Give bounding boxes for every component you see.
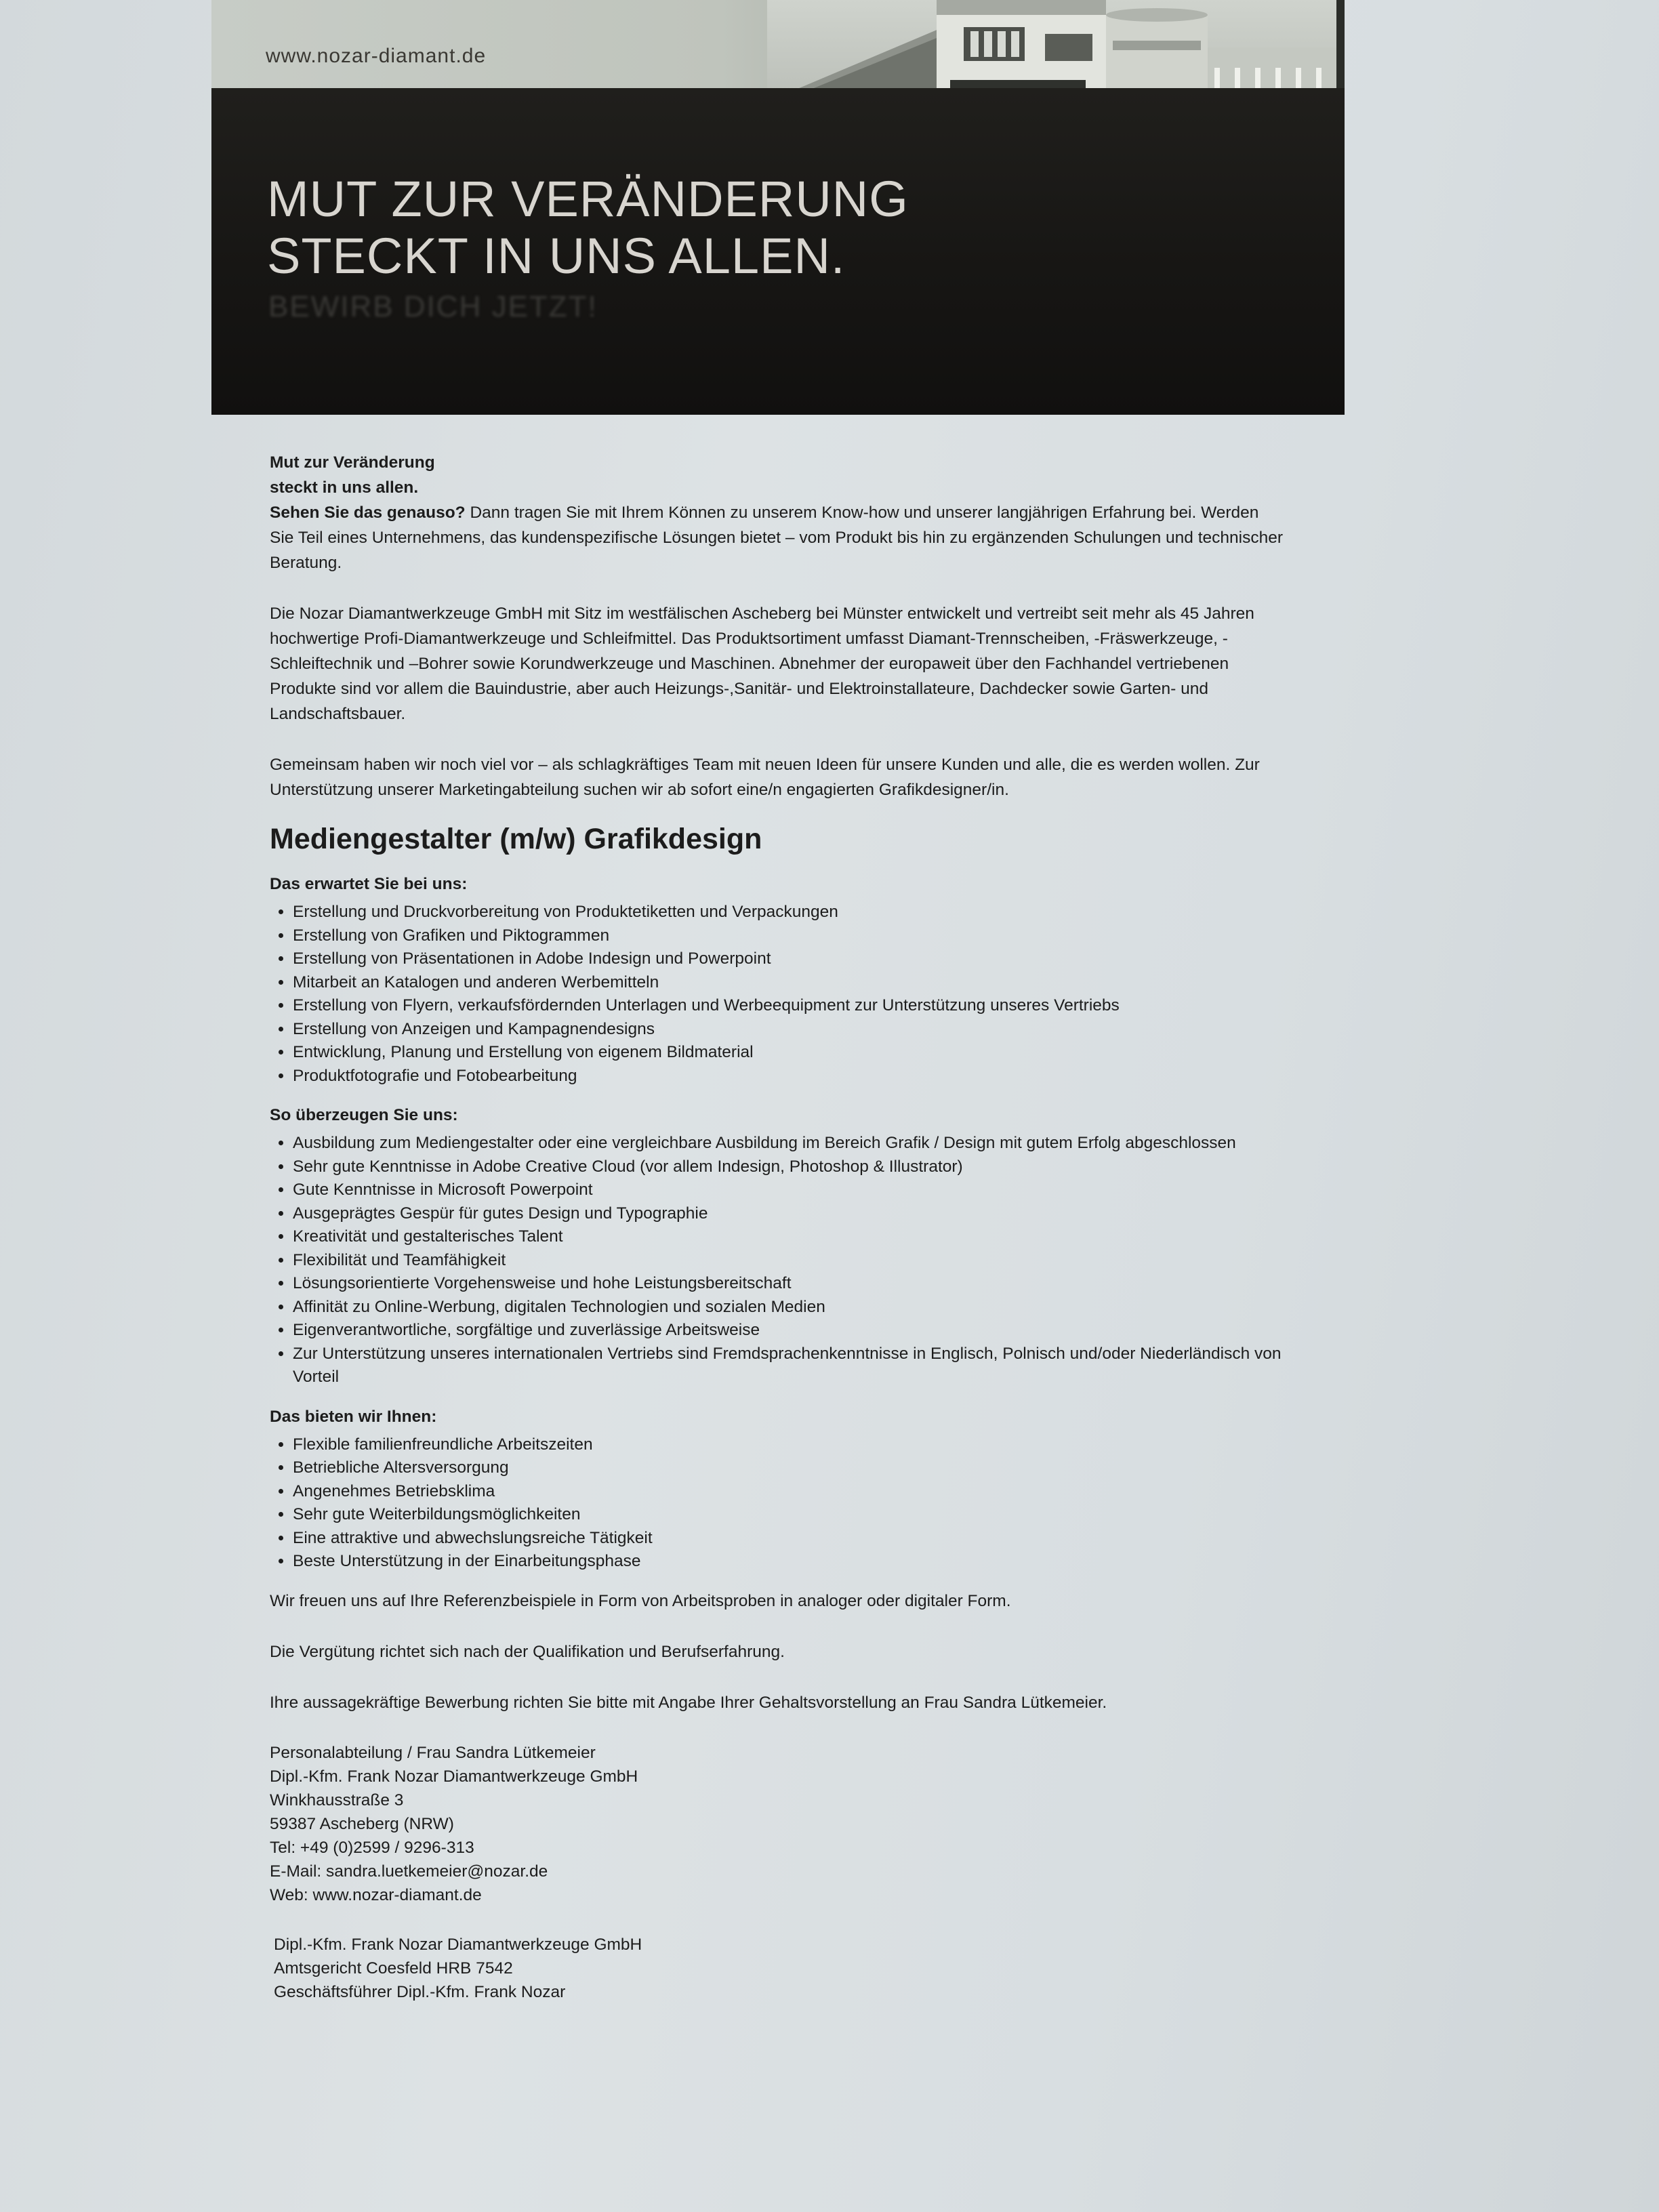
list-item: • Zur Unterstützung unseres internationalen Vertriebs sind Fremdsprachenkenntnisse in Englisch, Polnisch und/oder Niederländisch von Vorteil [293, 1343, 1286, 1389]
list-item: • Erstellung von Präsentationen in Adobe Indesign und Powerpoint [293, 947, 1286, 971]
list-item: • Flexibilität und Teamfähigkeit [293, 1249, 1286, 1273]
list-item: • Produktfotografie und Fotobearbeitung [293, 1065, 1286, 1088]
list-item: • Erstellung von Flyern, verkaufsfördernden Unterlagen und Werbeequipment zur Unterstützung unseres Vertriebs [293, 994, 1286, 1018]
team-paragraph: Gemeinsam haben wir noch viel vor – als schlagkräftiges Team mit neuen Ideen für unsere Kunden und alle, die es werden wollen. Zur Unterstützung unserer Marketingabteilung suchen wir ab sofort eine/n engagierten Grafikdesigner/in. [270, 756, 1260, 799]
list-item: • Kreativität und gestalterisches Talent [293, 1225, 1286, 1249]
slogan-line-2: STECKT IN UNS ALLEN. [267, 228, 846, 284]
list-item: • Ausgeprägtes Gespür für gutes Design und Typographie [293, 1202, 1286, 1226]
requirements-heading: So überzeugen Sie uns: [270, 1106, 458, 1124]
closing-references: Wir freuen uns auf Ihre Referenzbeispiele in Form von Arbeitsproben in analoger oder digitaler Form. [270, 1591, 1011, 1610]
footer-company: Dipl.-Kfm. Frank Nozar Diamantwerkzeuge GmbH [274, 1935, 642, 1954]
benefits-heading: Das bieten wir Ihnen: [270, 1407, 437, 1426]
list-item: • Eigenverantwortliche, sorgfältige und zuverlässige Arbeitsweise [293, 1319, 1286, 1343]
list-item: • Entwicklung, Planung und Erstellung von eigenem Bildmaterial [293, 1041, 1286, 1065]
company-footer [274, 1933, 1286, 2004]
closing-application: Ihre aussagekräftige Bewerbung richten Sie bitte mit Angabe Ihrer Gehaltsvorstellung an Frau Sandra Lütkemeier. [270, 1693, 1107, 1712]
list-item: • Flexible familienfreundliche Arbeitszeiten [293, 1433, 1286, 1457]
contact-block [270, 1741, 1286, 1907]
slogan-line-1: MUT ZUR VERÄNDERUNG [267, 171, 909, 227]
contact-phone[interactable]: Tel: +49 (0)2599 / 9296-313 [270, 1838, 474, 1857]
contact-department: Personalabteilung / Frau Sandra Lütkemeier [270, 1743, 596, 1762]
list-item: • Erstellung von Anzeigen und Kampagnendesigns [293, 1018, 1286, 1042]
list-item: • Mitarbeit an Katalogen und anderen Werbemitteln [293, 971, 1286, 995]
tasks-list [270, 901, 1286, 1088]
list-item: • Affinität zu Online-Werbung, digitalen Technologien und sozialen Medien [293, 1296, 1286, 1319]
contact-web[interactable]: Web: www.nozar-diamant.de [270, 1885, 482, 1904]
list-item: • Gute Kenntnisse in Microsoft Powerpoint [293, 1179, 1286, 1202]
footer-managing-director: Geschäftsführer Dipl.-Kfm. Frank Nozar [274, 1982, 566, 2001]
job-posting-page [211, 0, 1345, 2212]
list-item: • Sehr gute Weiterbildungsmöglichkeiten [293, 1503, 1286, 1527]
contact-email[interactable]: E-Mail: sandra.luetkemeier@nozar.de [270, 1862, 548, 1881]
company-paragraph: Die Nozar Diamantwerkzeuge GmbH mit Sitz im westfälischen Ascheberg bei Münster entwickelt und vertreibt seit mehr als 45 Jahren hochwertige Profi-Diamantwerkzeuge und Schleifmittel. Das Produktsortiment umfasst Diamant-Trennscheiben, -Fräswerkzeuge, -Schleiftechnik und –Bohrer sowie Korundwerkzeuge und Maschinen. Abnehmer der europaweit über den Fachhandel vertriebenen Produkte sind vor allem die Bauindustrie, aber auch Heizungs-,Sanitär- und Elektroinstallateure, Dachdecker sowie Garten- und Landschaftsbauer. [270, 605, 1254, 723]
intro-heading-line-1: Mut zur Veränderung [270, 453, 435, 472]
contact-city: 59387 Ascheberg (NRW) [270, 1814, 454, 1833]
footer-register: Amtsgericht Coesfeld HRB 7542 [274, 1959, 513, 1978]
banner-slogan [267, 171, 909, 285]
header-banner [211, 0, 1345, 415]
intro-heading-line-2: steckt in uns allen. [270, 478, 419, 497]
closing-salary: Die Vergütung richtet sich nach der Qualifikation und Berufserfahrung. [270, 1642, 785, 1661]
list-item: • Betriebliche Altersversorgung [293, 1456, 1286, 1480]
intro-question: Sehen Sie das genauso? [270, 504, 466, 522]
banner-url[interactable]: www.nozar-diamant.de [266, 45, 487, 67]
intro-paragraph [270, 450, 1286, 575]
list-item: • Beste Unterstützung in der Einarbeitungsphase [293, 1550, 1286, 1574]
job-title: Mediengestalter (m/w) Grafikdesign [270, 823, 762, 855]
list-item: • Erstellung von Grafiken und Piktogrammen [293, 924, 1286, 948]
list-item: • Angenehmes Betriebsklima [293, 1480, 1286, 1504]
list-item: • Sehr gute Kenntnisse in Adobe Creative Cloud (vor allem Indesign, Photoshop & Illustrator) [293, 1155, 1286, 1179]
requirements-list [270, 1132, 1286, 1389]
list-item: • Eine attraktive und abwechslungsreiche Tätigkeit [293, 1527, 1286, 1551]
benefits-list [270, 1433, 1286, 1574]
tasks-heading: Das erwartet Sie bei uns: [270, 875, 468, 893]
list-item: • Lösungsorientierte Vorgehensweise und hohe Leistungsbereitschaft [293, 1272, 1286, 1296]
posting-content [270, 450, 1286, 2004]
intro-text: Dann tragen Sie mit Ihrem Können zu unserem Know-how und unserer langjährigen Erfahrung bei. Werden Sie Teil eines Unternehmens, das kundenspezifische Lösungen bietet – vom Produkt bis hin zu ergänzenden Schulungen und technischer Beratung. [270, 504, 1284, 572]
list-item: • Ausbildung zum Mediengestalter oder eine vergleichbare Ausbildung im Bereich Grafik / Design mit gutem Erfolg abgeschlossen [293, 1132, 1286, 1155]
contact-company: Dipl.-Kfm. Frank Nozar Diamantwerkzeuge GmbH [270, 1767, 638, 1786]
banner-sub-slogan: BEWIRB DICH JETZT! [268, 290, 598, 323]
contact-street: Winkhausstraße 3 [270, 1790, 404, 1809]
list-item: • Erstellung und Druckvorbereitung von Produktetiketten und Verpackungen [293, 901, 1286, 924]
banner-dark-panel [211, 88, 1345, 415]
